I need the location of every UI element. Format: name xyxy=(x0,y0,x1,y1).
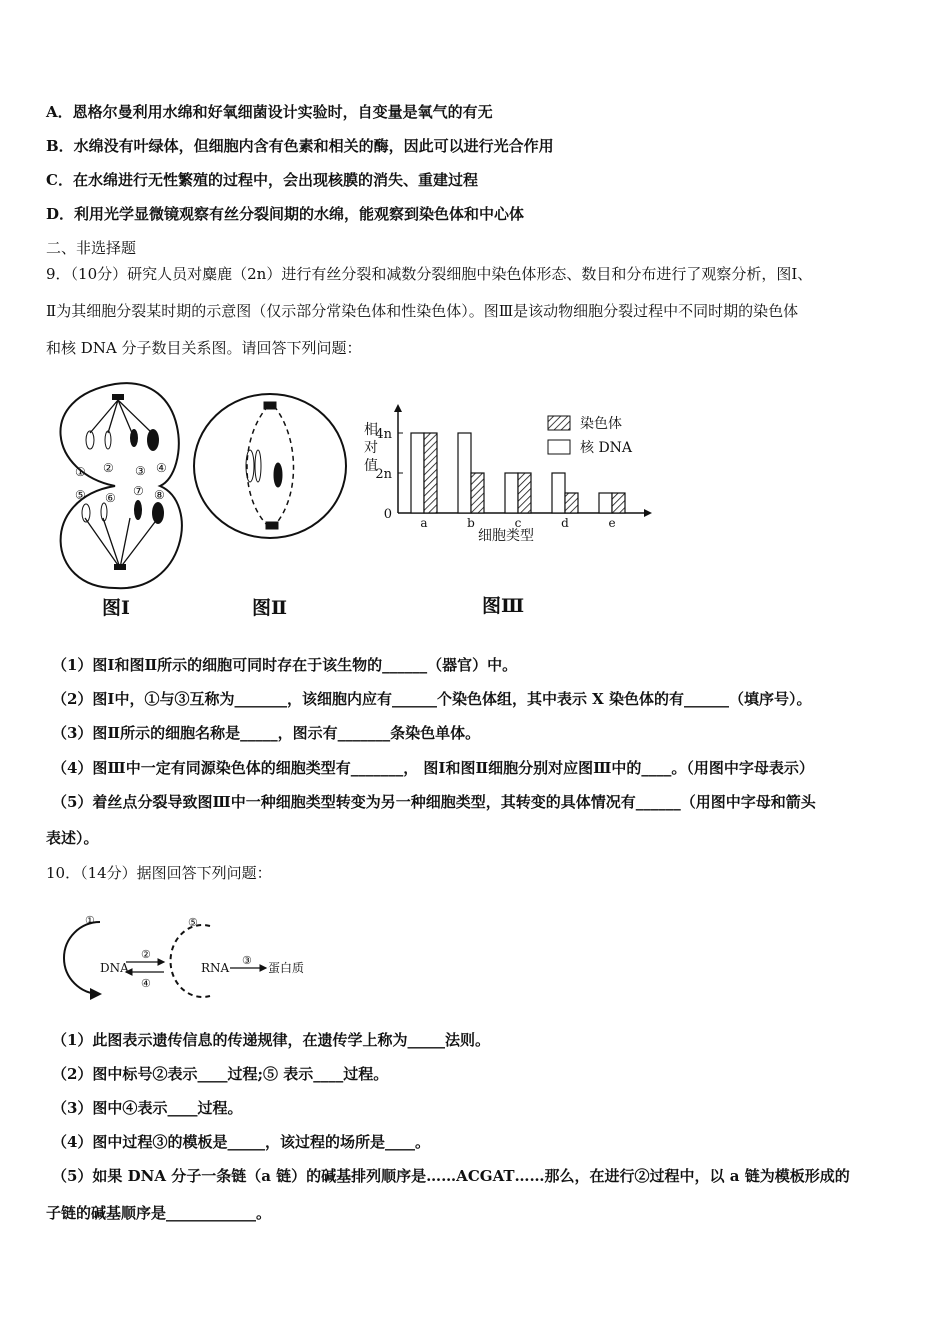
num-5: ⑤ xyxy=(188,916,198,929)
y-tick-label: 4n xyxy=(375,427,392,442)
bar-dna-a xyxy=(411,433,424,513)
x-tick-label-b: b xyxy=(467,516,475,530)
y-label-char-2: 对 xyxy=(364,440,378,456)
y-axis-arrow xyxy=(394,404,402,412)
cell-figures xyxy=(40,378,360,628)
q9-stem-line-1: 9．（10分）研究人员对麋鹿（2n）进行有丝分裂和减数分裂细胞中染色体形态、数目和分布进行了观察分析，图Ⅰ、 xyxy=(46,265,813,283)
figure-2-caption: 图Ⅱ xyxy=(252,597,288,619)
q10-question-2: （2）图中标号②表示____过程;⑤ 表示____过程。 xyxy=(52,1065,389,1083)
bar-dna-c xyxy=(505,473,518,513)
figure-1-chromosomes xyxy=(82,394,164,570)
bar-chromosome-c xyxy=(518,473,531,513)
legend-dna-label: 核 DNA xyxy=(580,440,633,456)
x-tick-label-c: c xyxy=(514,516,522,530)
fig1-number-2: ② xyxy=(103,461,114,475)
y-tick-label: 0 xyxy=(383,507,392,522)
bar-chromosome-d xyxy=(565,493,578,513)
y-label-char-3: 值 xyxy=(364,458,378,474)
x-tick-label-e: e xyxy=(608,516,616,530)
num-2: ② xyxy=(141,948,151,961)
q9-question-3: （3）图Ⅱ所示的细胞名称是_____，图示有_______条染色单体。 xyxy=(52,724,481,742)
fig1-number-4: ④ xyxy=(156,461,167,475)
protein-label: 蛋白质 xyxy=(268,961,305,975)
figure-2-chromosomes xyxy=(246,402,282,529)
q10-question-5: （5）如果 DNA 分子一条链（a 链）的碱基排列顺序是……ACGAT……那么，在进行②过程中，以 a 链为模板形成的 xyxy=(52,1167,850,1185)
option-a: A．恩格尔曼利用水绵和好氧细菌设计实验时，自变量是氧气的有无 xyxy=(46,103,493,121)
section-title: 二、非选择题 xyxy=(46,239,137,257)
bar-dna-e xyxy=(599,493,612,513)
y-label-char-1: 相 xyxy=(364,422,378,438)
q10-stem: 10．（14分）据图回答下列问题： xyxy=(46,864,272,882)
x-axis-arrow xyxy=(644,509,652,517)
central-dogma-diagram xyxy=(60,912,320,1002)
dna-label: DNA xyxy=(100,961,129,975)
q9-question-1: （1）图Ⅰ和图Ⅱ所示的细胞可同时存在于该生物的______（器官）中。 xyxy=(52,656,518,674)
q10-question-5-cont: 子链的碱基顺序是____________。 xyxy=(46,1204,272,1222)
x-axis-title: 细胞类型 xyxy=(478,528,534,544)
fig1-number-5: ⑤ xyxy=(75,488,86,502)
q10-question-3: （3）图中④表示____过程。 xyxy=(52,1099,243,1117)
num-4: ④ xyxy=(141,977,151,990)
rna-label: RNA xyxy=(201,961,230,975)
option-d: D．利用光学显微镜观察有丝分裂间期的水绵，能观察到染色体和中心体 xyxy=(46,205,525,223)
bar-chromosome-b xyxy=(471,473,484,513)
option-c: C．在水绵进行无性繁殖的过程中，会出现核膜的消失、重建过程 xyxy=(46,171,478,189)
fig1-number-3: ③ xyxy=(135,464,146,478)
num-1: ① xyxy=(85,914,95,927)
q9-question-5: （5）着丝点分裂导致图Ⅲ中一种细胞类型转变为另一种细胞类型，其转变的具体情况有______（用图中字母和箭头 xyxy=(52,793,816,811)
fig1-number-8: ⑧ xyxy=(154,488,165,502)
figure-2-cell xyxy=(194,394,346,538)
figure-1-cell xyxy=(60,383,181,588)
replication-arrow xyxy=(64,922,100,994)
fig1-number-6: ⑥ xyxy=(105,491,116,505)
figure-3-chart xyxy=(350,400,660,630)
q9-question-4: （4）图Ⅲ中一定有同源染色体的细胞类型有_______， 图Ⅰ和图Ⅱ细胞分别对应图Ⅲ中的____。（用图中字母表示） xyxy=(52,759,814,777)
bar-dna-d xyxy=(552,473,565,513)
legend-chromosome-label: 染色体 xyxy=(580,416,622,432)
bar-dna-b xyxy=(458,433,471,513)
x-tick-label-d: d xyxy=(561,516,569,530)
q9-stem-line-3: 和核 DNA 分子数目关系图。请回答下列问题： xyxy=(46,339,362,357)
bar-chromosome-e xyxy=(612,493,625,513)
option-b: B．水绵没有叶绿体，但细胞内含有色素和相关的酶，因此可以进行光合作用 xyxy=(46,137,554,155)
bar-chromosome-a xyxy=(424,433,437,513)
figure-1-spindle xyxy=(85,400,158,568)
q9-question-2: （2）图Ⅰ中，①与③互称为_______，该细胞内应有______个染色体组，其中表示 X 染色体的有______（填序号）。 xyxy=(52,690,812,708)
legend-dna-swatch xyxy=(548,440,570,454)
legend-chromosome-swatch xyxy=(548,416,570,430)
q9-stem-line-2: Ⅱ为其细胞分裂某时期的示意图（仅示部分常染色体和性染色体）。图Ⅲ是该动物细胞分裂过程中不同时期的染色体 xyxy=(46,302,799,320)
q9-question-5-cont: 表述）。 xyxy=(46,829,99,847)
fig1-number-7: ⑦ xyxy=(133,484,144,498)
figure-1-caption: 图Ⅰ xyxy=(102,597,130,619)
y-tick-label: 2n xyxy=(375,467,392,482)
num-3: ③ xyxy=(242,954,252,967)
x-tick-label-a: a xyxy=(420,516,428,530)
figure-3-caption: 图Ⅲ xyxy=(482,595,525,617)
fig1-number-1: ① xyxy=(75,465,86,479)
q10-question-1: （1）此图表示遗传信息的传递规律，在遗传学上称为_____法则。 xyxy=(52,1031,490,1049)
q10-question-4: （4）图中过程③的模板是_____，该过程的场所是____。 xyxy=(52,1133,430,1151)
